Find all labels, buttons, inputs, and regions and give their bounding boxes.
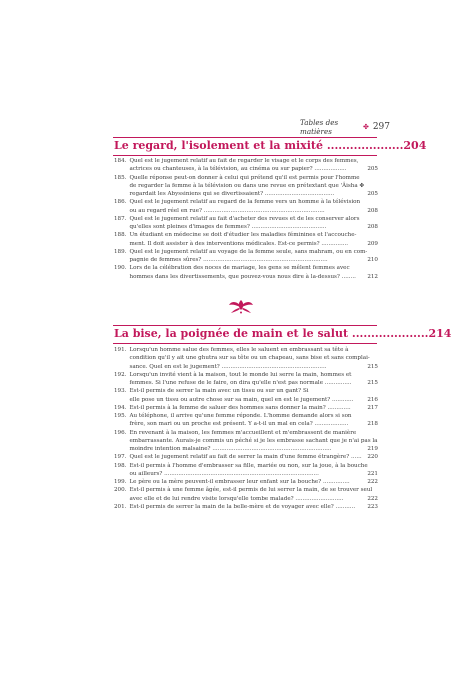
section-title-page: 214 bbox=[428, 327, 452, 340]
toc-entry-text: ou au regard réel en rue? .................................................................... bbox=[129, 207, 325, 214]
running-header bbox=[300, 118, 390, 136]
toc-entry-page: 212 bbox=[367, 273, 378, 280]
toc-entry-line bbox=[114, 165, 378, 173]
toc-entry-line bbox=[114, 371, 378, 379]
section-rule-top bbox=[113, 137, 377, 138]
toc-entry-text: Lorsqu'un invité vient à la maison, tout le monde lui serre la main, hommes et bbox=[129, 371, 352, 378]
running-header-title: Tables des matières bbox=[300, 118, 339, 136]
toc-entry-text: pagnie de femmes sûres? ...................................................................... bbox=[129, 257, 328, 263]
toc-entry-page: 217 bbox=[367, 404, 378, 411]
toc-entry-page: 219 bbox=[367, 446, 378, 452]
toc-entry-text: ou ailleurs? ....................................................................................... bbox=[129, 470, 319, 477]
toc-entry-page: 205 bbox=[367, 191, 378, 197]
toc-entry-line bbox=[114, 182, 378, 190]
toc-entry-text: Un étudiant en médecine se doit d'étudier les maladies féminines et l'accouche- bbox=[129, 232, 357, 239]
toc-entry-line bbox=[114, 387, 378, 395]
toc-entry-text: hommes dans les divertissements, que pouvez-vous nous dire à la-dessus? ........ bbox=[129, 273, 356, 280]
toc-entry-text: regardait les Abyssiniens qui se divertissaient? ....................................... bbox=[129, 191, 335, 197]
toc-entry-text: avec elle et de lui rendre visite lorsqu'elle tombe malade? ........................... bbox=[129, 495, 344, 502]
toc-entry-number: 198. bbox=[114, 462, 127, 469]
section-rule-bottom bbox=[113, 155, 377, 156]
toc-entry-text: condition qu'il y ait une ghutra sur sa tête ou un chapeau, sans bise et sans complai- bbox=[129, 355, 370, 362]
toc-entry-number: 185. bbox=[114, 174, 127, 181]
toc-entry-number: 200. bbox=[114, 487, 127, 494]
toc-entry-text: actrices ou chanteuses, à la télévision, au cinéma ou sur papier? .................. bbox=[129, 166, 347, 173]
toc-entry-line bbox=[114, 231, 378, 239]
toc-entry-text: femmes. Si l'une refuse de le faire, on dira qu'elle n'est pas normale ............... bbox=[129, 380, 352, 386]
toc-entry-text: Est-il permis à l'homme d'embrasser sa fille, mariée ou non, sur la joue, à la bouche bbox=[129, 462, 368, 469]
toc-entry-text: Quel est le jugement relatif au voyage de la femme seule, sans mahram, ou en com- bbox=[129, 248, 368, 255]
toc-entry-text: Est-il permis de serrer la main avec un tissu ou sur un gant? Si bbox=[129, 388, 309, 395]
toc-entry-line bbox=[114, 215, 378, 223]
toc-entry-line bbox=[114, 190, 378, 198]
toc-entry-number: 188. bbox=[114, 232, 127, 239]
running-header-ornament: ✤ bbox=[362, 123, 369, 131]
toc-entry-number: 194. bbox=[114, 404, 127, 411]
toc-entry-number: 192. bbox=[114, 371, 127, 378]
fleuron-ornament-icon bbox=[228, 298, 254, 314]
toc-entry-page: 215 bbox=[367, 363, 378, 370]
section-title-bise bbox=[114, 327, 452, 340]
toc-entry-line bbox=[114, 354, 378, 362]
toc-entry-number: 197. bbox=[114, 454, 127, 461]
toc-entry-text: Quel est le jugement relatif au fait de regarder le visage et le corps des femmes, bbox=[129, 158, 359, 164]
toc-entry-line bbox=[114, 363, 378, 371]
toc-entry-line bbox=[114, 174, 378, 182]
toc-entry-text: qu'elles sont pleines d'images de femmes? .......................................... bbox=[129, 224, 327, 230]
toc-entry-line bbox=[114, 478, 378, 486]
toc-entry-line bbox=[114, 379, 378, 387]
toc-entry-text: Quel est le jugement relatif au fait de serrer la main d'une femme étrangère? ...... bbox=[129, 454, 362, 461]
section-rule-bottom bbox=[113, 343, 377, 344]
toc-entry-page: 210 bbox=[367, 257, 378, 263]
section-title-leader: .................... bbox=[322, 139, 404, 152]
section-title-text: La bise, la poignée de main et le salut bbox=[114, 327, 349, 340]
toc-entry-page: 222 bbox=[367, 495, 378, 502]
toc-entry-number: 186. bbox=[114, 199, 127, 206]
toc-entry-line bbox=[114, 223, 378, 231]
toc-entry-page: 222 bbox=[367, 479, 378, 485]
toc-entry-page: 215 bbox=[367, 380, 378, 386]
toc-entry-text: moindre intention malsaine? ................................................................... bbox=[129, 446, 332, 452]
toc-entry-page: 223 bbox=[367, 503, 378, 510]
toc-entry-line bbox=[114, 198, 378, 206]
toc-entry-line bbox=[114, 157, 378, 165]
toc-entry-line bbox=[114, 264, 378, 272]
section-rule-top bbox=[113, 325, 377, 326]
section-title-leader: .................... bbox=[348, 327, 429, 340]
toc-entry-line bbox=[114, 503, 378, 511]
toc-entry-text: elle pose un tissu ou autre chose sur sa main, quel en est le jugement? ............ bbox=[129, 396, 354, 403]
toc-entry-number: 195. bbox=[114, 413, 127, 419]
toc-entry-text: Lorsqu'un homme salue des femmes, elles le saluent en embrassant sa tête à bbox=[129, 347, 349, 353]
toc-entry-number: 189. bbox=[114, 248, 127, 255]
toc-entry-page: 205 bbox=[367, 166, 378, 173]
toc-entry-text: Est-il permis à la femme de saluer des hommes sans donner la main? ............. bbox=[129, 404, 351, 411]
toc-entry-line bbox=[114, 429, 378, 437]
toc-entry-line bbox=[114, 462, 378, 470]
entries-bise bbox=[114, 346, 378, 511]
toc-entry-text: Quel est le jugement relatif au fait d'acheter des revues et de les conserver alors bbox=[129, 215, 360, 222]
toc-entry-text: En revenant à la maison, les femmes m'accueillent et m'embrassent de manière bbox=[129, 429, 357, 436]
toc-entry-page: 208 bbox=[367, 207, 378, 214]
toc-entry-page: 208 bbox=[367, 224, 378, 230]
toc-entry-text: Quelle réponse peut-on donner à celui qui prétend qu'il est permis pour l'homme bbox=[129, 174, 360, 181]
toc-entry-line bbox=[114, 248, 378, 256]
toc-entry-line bbox=[114, 445, 378, 453]
toc-entry-page: 209 bbox=[367, 240, 378, 247]
toc-entry-line bbox=[114, 486, 378, 494]
toc-entry-line bbox=[114, 256, 378, 264]
toc-entry-line bbox=[114, 495, 378, 503]
toc-entry-text: Le père ou la mère peuvent-il embrasser leur enfant sur la bouche? ............... bbox=[129, 479, 350, 485]
toc-entry-number: 193. bbox=[114, 388, 127, 395]
toc-entry-line bbox=[114, 420, 378, 428]
toc-entry-line bbox=[114, 437, 378, 445]
toc-entry-number: 201. bbox=[114, 503, 127, 510]
toc-entry-line bbox=[114, 240, 378, 248]
toc-entry-text: Est-il permis de serrer la main de la belle-mère et de voyager avec elle? ........... bbox=[129, 503, 356, 510]
toc-entry-line bbox=[114, 470, 378, 478]
toc-entry-text: sance. Quel en est le jugement? ........................................................... bbox=[129, 363, 327, 370]
toc-entry-page: 221 bbox=[367, 470, 378, 477]
toc-entry-page: 220 bbox=[367, 454, 378, 461]
toc-entry-page: 216 bbox=[367, 396, 378, 403]
toc-entry-number: 196. bbox=[114, 429, 127, 436]
toc-entry-line bbox=[114, 453, 378, 461]
toc-entry-line bbox=[114, 404, 378, 412]
toc-entry-text: de regarder la femme à la télévision ou dans une revue en prétextant que 'Âisha ✤ bbox=[129, 182, 365, 189]
toc-entry-number: 191. bbox=[114, 347, 127, 353]
toc-entry-text: embarrassante. Aurais-je commis un péché si je les embrasse sachant que je n'ai pas la bbox=[129, 437, 378, 444]
toc-entry-number: 187. bbox=[114, 215, 127, 222]
section-title-regard bbox=[114, 139, 427, 152]
toc-entry-number: 184. bbox=[114, 158, 127, 164]
toc-entry-number: 190. bbox=[114, 265, 127, 272]
section-title-text: Le regard, l'isolement et la mixité bbox=[114, 139, 323, 152]
toc-entry-text: Au téléphone, il arrive qu'une femme réponde. L'homme demande alors si son bbox=[129, 413, 352, 419]
toc-entry-page: 218 bbox=[367, 421, 378, 428]
entries-regard bbox=[114, 157, 378, 281]
toc-entry-number: 199. bbox=[114, 479, 127, 485]
toc-entry-line bbox=[114, 273, 378, 281]
toc-entry-line bbox=[114, 412, 378, 420]
toc-entry-line bbox=[114, 396, 378, 404]
toc-entry-text: Lors de la célébration des noces de mariage, les gens se mêlent femmes avec bbox=[129, 265, 350, 272]
page-number: 297 bbox=[372, 122, 390, 132]
toc-entry-text: frère, son mari ou un proche est présent. Y a-t-il un mal en cela? ................... bbox=[129, 421, 349, 428]
section-title-page: 204 bbox=[403, 139, 427, 152]
toc-entry-text: Est-il permis à une femme âgée, est-il permis de lui serrer la main, de se trouver seul bbox=[129, 487, 373, 494]
toc-entry-line bbox=[114, 346, 378, 354]
toc-entry-text: ment. Il doit assister à des interventions médicales. Est-ce permis? ............... bbox=[129, 240, 349, 247]
toc-entry-text: Quel est le jugement relatif au regard de la femme vers un homme à la télévision bbox=[129, 199, 361, 206]
toc-entry-line bbox=[114, 207, 378, 215]
